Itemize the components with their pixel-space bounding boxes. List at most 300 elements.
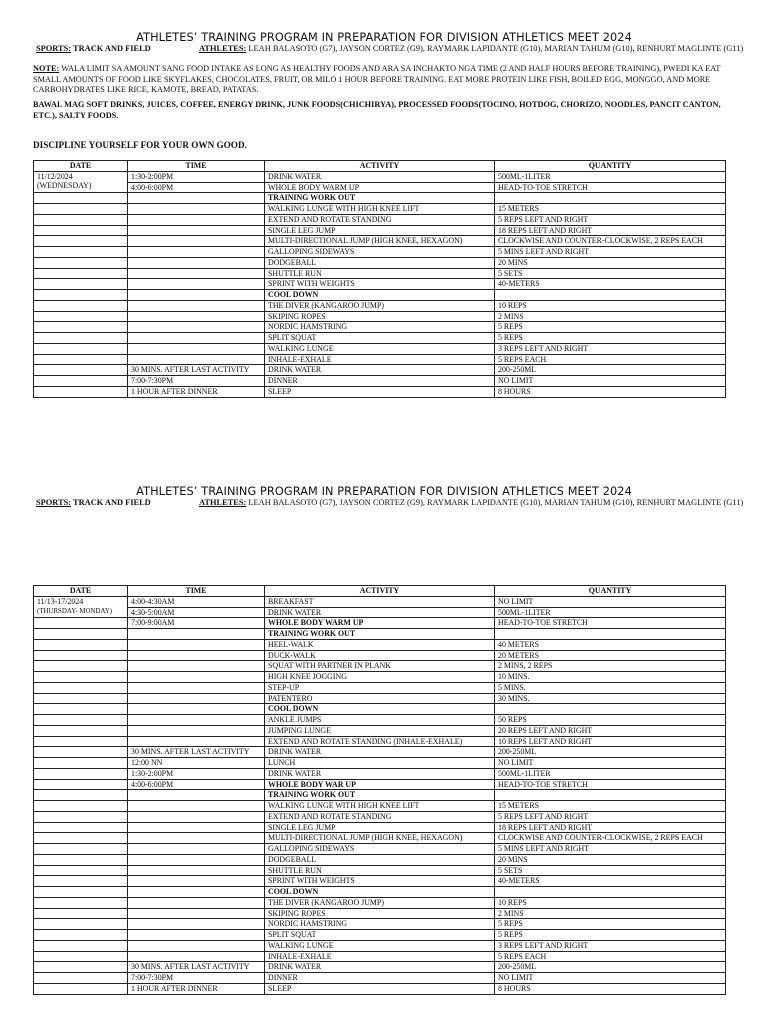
activity-cell: WALKING LUNGE [265, 940, 495, 951]
time-cell: 1:30-2:00PM [128, 768, 265, 779]
table-row [34, 311, 726, 322]
activity-cell: DRINK WATER [265, 962, 495, 973]
time-cell [128, 672, 265, 683]
activity-cell: SPRINT WITH WEIGHTS [265, 876, 495, 887]
date-cell [34, 940, 128, 951]
quantity-cell: NO LIMIT [495, 758, 726, 769]
time-cell [128, 811, 265, 822]
time-cell [128, 290, 265, 301]
sports-label: SPORTS: [36, 498, 72, 507]
quantity-cell: 15 METERS [495, 204, 726, 215]
table-row [34, 801, 726, 812]
date-cell [34, 333, 128, 344]
date-cell [34, 596, 128, 618]
quantity-cell: 10 REPS [495, 300, 726, 311]
date-cell [34, 736, 128, 747]
table-row [34, 865, 726, 876]
table-row [34, 257, 726, 268]
quantity-cell: 5 MINS. [495, 682, 726, 693]
table-row [34, 725, 726, 736]
quantity-cell: 5 REPS EACH [495, 951, 726, 962]
date-cell [34, 629, 128, 640]
quantity-cell: 3 REPS LEFT AND RIGHT [495, 940, 726, 951]
date-cell [34, 693, 128, 704]
date-cell [34, 865, 128, 876]
date-cell [34, 661, 128, 672]
table-row [34, 930, 726, 941]
table-row [34, 639, 726, 650]
header-date: DATE [34, 586, 128, 597]
activity-cell: ANKLE JUMPS [265, 715, 495, 726]
quantity-cell: 5 REPS LEFT AND RIGHT [495, 811, 726, 822]
quantity-cell: 500ML-1LITER [495, 171, 726, 182]
time-cell: 7:00-7:30PM [128, 973, 265, 984]
date-cell [34, 983, 128, 994]
quantity-cell: 10 REPS LEFT AND RIGHT [495, 736, 726, 747]
time-cell [128, 193, 265, 204]
activity-cell: DINNER [265, 973, 495, 984]
table-header-row [34, 161, 726, 172]
activity-cell: COOL DOWN [265, 887, 495, 898]
table-row [34, 247, 726, 258]
date-cell [34, 930, 128, 941]
quantity-cell: 5 REPS [495, 919, 726, 930]
activity-cell: COOL DOWN [265, 704, 495, 715]
quantity-cell [495, 290, 726, 301]
activity-cell: WALKING LUNGE WITH HIGH KNEE LIFT [265, 801, 495, 812]
table-row [34, 629, 726, 640]
time-cell: 12:00 NN [128, 758, 265, 769]
time-cell [128, 333, 265, 344]
header-quantity: QUANTITY [495, 161, 726, 172]
time-cell [128, 897, 265, 908]
time-cell: 7:00-9:00AM [128, 618, 265, 629]
activity-cell: SPLIT SQUAT [265, 930, 495, 941]
athletes-value: LEAH BALASOTO (G7), JAYSON CORTEZ (G9), RAYMARK LAPIDANTE (G10), MARIAN TAHUM (G10), RENHURT MAGLINTE (G11) [246, 44, 744, 53]
time-cell [128, 204, 265, 215]
time-cell [128, 865, 265, 876]
activity-cell: SINGLE LEG JUMP [265, 225, 495, 236]
date-cell [34, 790, 128, 801]
date-cell [34, 268, 128, 279]
quantity-cell: 40-METERS [495, 876, 726, 887]
activity-cell: WHOLE BODY WARM UP [265, 618, 495, 629]
quantity-cell: 50 REPS [495, 715, 726, 726]
table-row [34, 204, 726, 215]
table-row [34, 343, 726, 354]
table-row [34, 300, 726, 311]
quantity-cell: 40-METERS [495, 279, 726, 290]
table-row [34, 693, 726, 704]
quantity-cell: 500ML-1LITER [495, 607, 726, 618]
date-day: (THURSDAY- MONDAY) [37, 607, 113, 615]
date-cell [34, 672, 128, 683]
table-row [34, 715, 726, 726]
schedule-table-2 [33, 585, 726, 995]
discipline-line: DISCIPLINE YOURSELF FOR YOUR OWN GOOD. [33, 140, 247, 150]
quantity-cell: 10 REPS [495, 897, 726, 908]
date-cell [34, 822, 128, 833]
sports-line-2 [36, 498, 151, 507]
quantity-cell: 5 SETS [495, 268, 726, 279]
activity-cell: LUNCH [265, 758, 495, 769]
activity-cell: INHALE-EXHALE [265, 354, 495, 365]
date-cell [34, 650, 128, 661]
activity-cell: SHUTTLE RUN [265, 268, 495, 279]
time-cell [128, 801, 265, 812]
note-label: NOTE: [33, 64, 60, 73]
quantity-cell: 5 REPS [495, 930, 726, 941]
activity-cell: SKIPING ROPES [265, 311, 495, 322]
table-row [34, 672, 726, 683]
quantity-cell: 2 MINS [495, 908, 726, 919]
table-row [34, 811, 726, 822]
page-title-2: ATHLETES’ TRAINING PROGRAM IN PREPARATION FOR DIVISION ATHLETICS MEET 2024 [136, 485, 632, 498]
time-cell [128, 343, 265, 354]
date-value: 11/13-17/2024 [37, 596, 84, 606]
quantity-cell [495, 887, 726, 898]
quantity-cell: 5 SETS [495, 865, 726, 876]
time-cell: 1:30-2:00PM [128, 171, 265, 182]
date-cell [34, 214, 128, 225]
table-row [34, 661, 726, 672]
header-time: TIME [128, 161, 265, 172]
quantity-cell [495, 193, 726, 204]
activity-cell: DRINK WATER [265, 365, 495, 376]
table-row [34, 747, 726, 758]
time-cell [128, 919, 265, 930]
table-row [34, 854, 726, 865]
table-row [34, 844, 726, 855]
date-cell [34, 962, 128, 973]
table-row [34, 833, 726, 844]
time-cell [128, 715, 265, 726]
date-cell [34, 354, 128, 365]
activity-cell: SPRINT WITH WEIGHTS [265, 279, 495, 290]
table-row [34, 940, 726, 951]
date-cell [34, 193, 128, 204]
activity-cell: WALKING LUNGE WITH HIGH KNEE LIFT [265, 204, 495, 215]
date-cell [34, 768, 128, 779]
activity-cell: TRAINING WORK OUT [265, 790, 495, 801]
table-row [34, 790, 726, 801]
quantity-cell: 18 REPS LEFT AND RIGHT [495, 822, 726, 833]
activity-cell: WHOLE BODY WARM UP [265, 182, 495, 193]
athletes-label: ATHLETES: [199, 44, 247, 53]
quantity-cell [495, 629, 726, 640]
time-cell [128, 822, 265, 833]
time-cell: 4:30-5:00AM [128, 607, 265, 618]
header-quantity: QUANTITY [495, 586, 726, 597]
time-cell [128, 661, 265, 672]
table-row [34, 736, 726, 747]
time-cell [128, 790, 265, 801]
athletes-value: LEAH BALASOTO (G7), JAYSON CORTEZ (G9), RAYMARK LAPIDANTE (G10), MARIAN TAHUM (G10), RENHURT MAGLINTE (G11) [246, 498, 744, 507]
date-cell [34, 919, 128, 930]
quantity-cell: NO LIMIT [495, 973, 726, 984]
time-cell [128, 940, 265, 951]
activity-cell: SPLIT SQUAT [265, 333, 495, 344]
time-cell [128, 833, 265, 844]
date-cell [34, 801, 128, 812]
quantity-cell: 2 MINS [495, 311, 726, 322]
date-cell [34, 811, 128, 822]
date-cell [34, 300, 128, 311]
ban-paragraph: BAWAL MAG SOFT DRINKS, JUICES, COFFEE, ENERGY DRINK, JUNK FOODS(CHICHIRYA), PROCESSED FOODS(TOCINO, HOTDOG, CHORIZO, NOODLES, PANCIT CANTON, ETC.), SALTY FOODS. [33, 100, 721, 120]
header-date: DATE [34, 161, 128, 172]
time-cell [128, 887, 265, 898]
date-cell [34, 618, 128, 629]
activity-cell: HEEL-WALK [265, 639, 495, 650]
table-row [34, 193, 726, 204]
table-row [34, 386, 726, 397]
date-cell [34, 876, 128, 887]
date-cell [34, 951, 128, 962]
athletes-line [199, 44, 743, 53]
time-cell [128, 236, 265, 247]
activity-cell: WHOLE BODY WAR UP [265, 779, 495, 790]
time-cell: 4:00-4:30AM [128, 596, 265, 607]
table-row [34, 607, 726, 618]
quantity-cell: 8 HOURS [495, 983, 726, 994]
time-cell [128, 354, 265, 365]
activity-cell: INHALE-EXHALE [265, 951, 495, 962]
header-activity: ACTIVITY [265, 586, 495, 597]
activity-cell: SLEEP [265, 386, 495, 397]
schedule-table-1 [33, 160, 726, 398]
activity-cell: DRINK WATER [265, 171, 495, 182]
table-row [34, 779, 726, 790]
activity-cell: NORDIC HAMSTRING [265, 322, 495, 333]
quantity-cell: 18 REPS LEFT AND RIGHT [495, 225, 726, 236]
date-cell [34, 887, 128, 898]
table-row [34, 376, 726, 387]
table-row [34, 225, 726, 236]
athletes-line-2 [199, 498, 743, 507]
quantity-cell: 5 MINS LEFT AND RIGHT [495, 247, 726, 258]
sports-value: TRACK AND FIELD [71, 44, 151, 53]
table-row [34, 618, 726, 629]
note-paragraph [33, 64, 723, 96]
time-cell: 4:00-6:00PM [128, 182, 265, 193]
activity-cell: HIGH KNEE JOGGING [265, 672, 495, 683]
activity-cell: EXTEND AND ROTATE STANDING [265, 811, 495, 822]
time-cell [128, 279, 265, 290]
date-cell [34, 973, 128, 984]
date-cell [34, 343, 128, 354]
activity-cell: SKIPING ROPES [265, 908, 495, 919]
quantity-cell: 10 MINS. [495, 672, 726, 683]
activity-cell: SLEEP [265, 983, 495, 994]
quantity-cell: CLOCKWISE AND COUNTER-CLOCKWISE, 2 REPS EACH [495, 833, 726, 844]
sports-label: SPORTS: [36, 44, 72, 53]
date-cell [34, 747, 128, 758]
date-cell [34, 257, 128, 268]
quantity-cell: HEAD-TO-TOE STRETCH [495, 618, 726, 629]
activity-cell: DRINK WATER [265, 607, 495, 618]
note-text: WALA LIMIT SA AMOUNT SANG FOOD INTAKE AS LONG AS HEALTHY FOODS AND ARA SA INCHAKTO NGA TIME (2 AND HALF HOURS BEFORE TRAINING), PWEDI KA EAT SMALL AMOUNTS OF FOOD LIKE SKYFLAKES, CHOCOLATES, FRUIT, OR MILO 1 HOUR BEFORE TRAINING. EAT MORE PROTEIN LIKE FISH, BOILED EGG, MONGGO, AND MORE CARBOHYDRATES LIKE RICE, KAMOTE, BREAD, PATATAS. [33, 64, 721, 95]
quantity-cell: 8 HOURS [495, 386, 726, 397]
table-row [34, 983, 726, 994]
time-cell [128, 629, 265, 640]
sports-value: TRACK AND FIELD [71, 498, 151, 507]
table-row [34, 279, 726, 290]
activity-cell: COOL DOWN [265, 290, 495, 301]
table-row [34, 908, 726, 919]
quantity-cell: 5 MINS LEFT AND RIGHT [495, 844, 726, 855]
date-cell [34, 290, 128, 301]
activity-cell: MULTI-DIRECTIONAL JUMP (HIGH KNEE, HEXAGON) [265, 833, 495, 844]
table-row [34, 290, 726, 301]
time-cell [128, 311, 265, 322]
date-cell [34, 725, 128, 736]
activity-cell: MULTI-DIRECTIONAL JUMP (HIGH KNEE, HEXAGON) [265, 236, 495, 247]
table-row [34, 973, 726, 984]
activity-cell: EXTEND AND ROTATE STANDING [265, 214, 495, 225]
time-cell [128, 247, 265, 258]
activity-cell: STEP-UP [265, 682, 495, 693]
quantity-cell: 20 METERS [495, 650, 726, 661]
time-cell [128, 650, 265, 661]
date-cell [34, 279, 128, 290]
date-cell [34, 897, 128, 908]
date-cell [34, 844, 128, 855]
time-cell [128, 854, 265, 865]
quantity-cell: CLOCKWISE AND COUNTER-CLOCKWISE, 2 REPS EACH [495, 236, 726, 247]
time-cell [128, 704, 265, 715]
quantity-cell: 20 MINS [495, 854, 726, 865]
time-cell [128, 322, 265, 333]
date-cell [34, 236, 128, 247]
table-row [34, 354, 726, 365]
activity-cell: DUCK-WALK [265, 650, 495, 661]
activity-cell: GALLOPING SIDEWAYS [265, 247, 495, 258]
time-cell [128, 300, 265, 311]
table-row [34, 876, 726, 887]
table-row [34, 682, 726, 693]
date-cell [34, 758, 128, 769]
time-cell [128, 257, 265, 268]
table-row [34, 214, 726, 225]
time-cell: 1 HOUR AFTER DINNER [128, 983, 265, 994]
date-cell [34, 247, 128, 258]
table-row [34, 333, 726, 344]
quantity-cell: 500ML-1LITER [495, 768, 726, 779]
time-cell [128, 639, 265, 650]
time-cell [128, 682, 265, 693]
date-cell [34, 365, 128, 376]
activity-cell: DODGEBALL [265, 854, 495, 865]
time-cell: 30 MINS. AFTER LAST ACTIVITY [128, 365, 265, 376]
date-cell [34, 908, 128, 919]
time-cell: 30 MINS. AFTER LAST ACTIVITY [128, 747, 265, 758]
date-day: (WEDNESDAY) [37, 180, 92, 190]
activity-cell: SINGLE LEG JUMP [265, 822, 495, 833]
table-row [34, 768, 726, 779]
time-cell [128, 225, 265, 236]
quantity-cell: 5 REPS EACH [495, 354, 726, 365]
table-row [34, 962, 726, 973]
page-title: ATHLETES’ TRAINING PROGRAM IN PREPARATION FOR DIVISION ATHLETICS MEET 2024 [136, 31, 632, 44]
athletes-label: ATHLETES: [199, 498, 247, 507]
time-cell: 1 HOUR AFTER DINNER [128, 386, 265, 397]
time-cell [128, 930, 265, 941]
header-activity: ACTIVITY [265, 161, 495, 172]
quantity-cell: 200-250ML [495, 365, 726, 376]
time-cell [128, 951, 265, 962]
time-cell: 4:00-6:00PM [128, 779, 265, 790]
quantity-cell: 20 REPS LEFT AND RIGHT [495, 725, 726, 736]
time-cell [128, 693, 265, 704]
quantity-cell: 5 REPS [495, 322, 726, 333]
time-cell: 30 MINS. AFTER LAST ACTIVITY [128, 962, 265, 973]
quantity-cell: 30 MINS. [495, 693, 726, 704]
quantity-cell: HEAD-TO-TOE STRETCH [495, 779, 726, 790]
table-row [34, 650, 726, 661]
activity-cell: DODGEBALL [265, 257, 495, 268]
activity-cell: THE DIVER (KANGAROO JUMP) [265, 300, 495, 311]
table-row [34, 596, 726, 607]
date-cell [34, 322, 128, 333]
table-row [34, 268, 726, 279]
date-cell [34, 386, 128, 397]
table-row [34, 951, 726, 962]
quantity-cell [495, 790, 726, 801]
header-time: TIME [128, 586, 265, 597]
quantity-cell: 3 REPS LEFT AND RIGHT [495, 343, 726, 354]
activity-cell: JUMPING LUNGE [265, 725, 495, 736]
date-cell [34, 639, 128, 650]
table-header-row [34, 586, 726, 597]
date-cell [34, 311, 128, 322]
quantity-cell: NO LIMIT [495, 376, 726, 387]
time-cell [128, 736, 265, 747]
date-cell [34, 376, 128, 387]
quantity-cell: 200-250ML [495, 962, 726, 973]
time-cell [128, 844, 265, 855]
date-cell [34, 225, 128, 236]
date-cell [34, 204, 128, 215]
activity-cell: EXTEND AND ROTATE STANDING (INHALE-EXHALE) [265, 736, 495, 747]
table-row [34, 822, 726, 833]
sports-line [36, 44, 151, 53]
date-value: 11/12/2024 [37, 171, 73, 181]
table-row [34, 919, 726, 930]
quantity-cell: 20 MINS [495, 257, 726, 268]
date-cell [34, 854, 128, 865]
table-row [34, 887, 726, 898]
date-cell [34, 704, 128, 715]
time-cell [128, 268, 265, 279]
activity-cell: WALKING LUNGE [265, 343, 495, 354]
activity-cell: SQUAT WITH PARTNER IN PLANK [265, 661, 495, 672]
quantity-cell [495, 704, 726, 715]
date-cell [34, 715, 128, 726]
table-row [34, 704, 726, 715]
table-row [34, 171, 726, 182]
activity-cell: TRAINING WORK OUT [265, 193, 495, 204]
date-cell [34, 171, 128, 193]
table-row [34, 365, 726, 376]
activity-cell: DINNER [265, 376, 495, 387]
time-cell [128, 725, 265, 736]
table-row [34, 322, 726, 333]
quantity-cell: 40 METERS [495, 639, 726, 650]
activity-cell: NORDIC HAMSTRING [265, 919, 495, 930]
activity-cell: DRINK WATER [265, 747, 495, 758]
activity-cell: BREAKFAST [265, 596, 495, 607]
time-cell: 7:00-7:30PM [128, 376, 265, 387]
